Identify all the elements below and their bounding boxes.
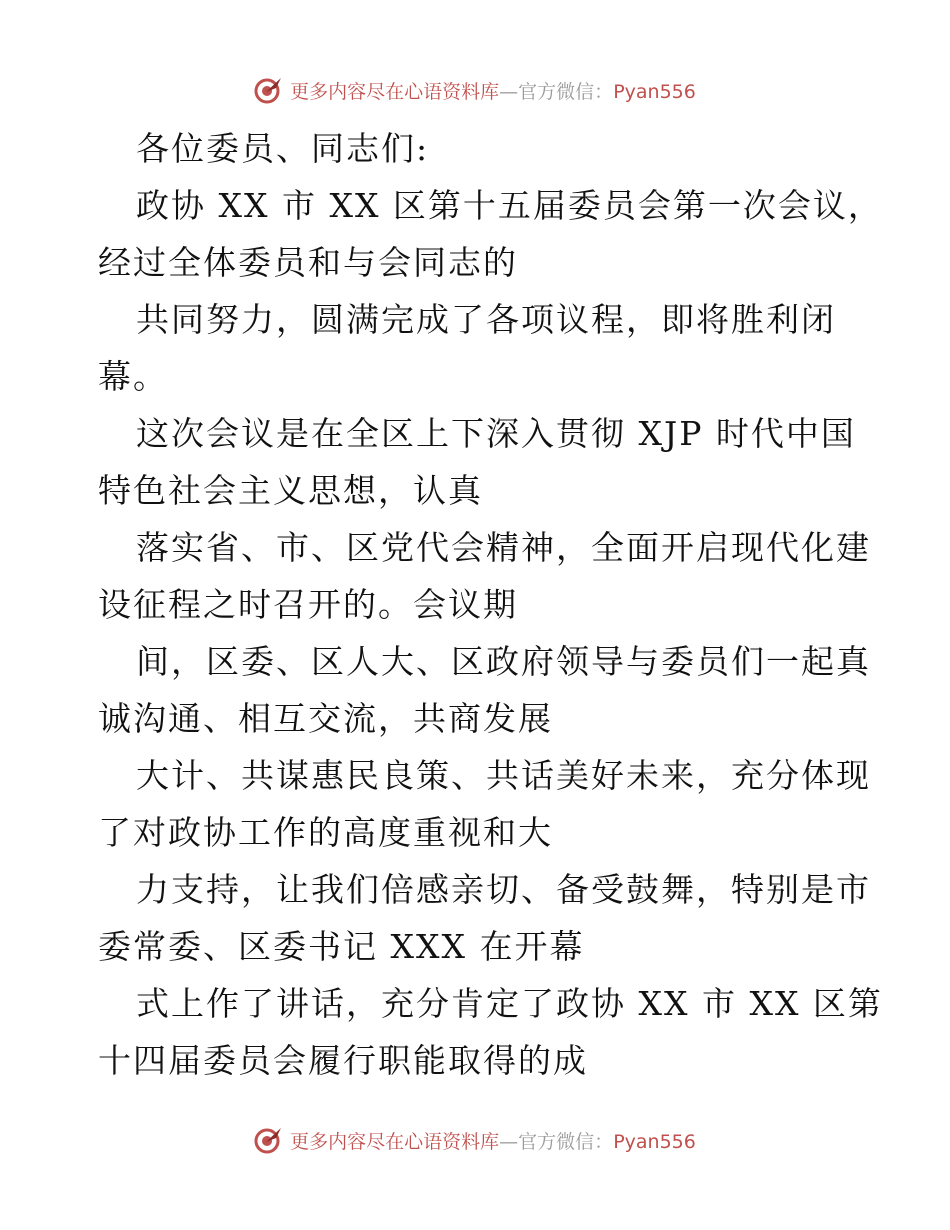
paragraph-line: 这次会议是在全区上下深入贯彻 XJP 时代中国 [136,414,856,453]
paragraph-line: 经过全体委员和与会同志的 [98,243,518,282]
footer-watermark [0,1120,950,1160]
watermark-dash: — [499,80,519,103]
salutation: 各位委员、同志们: [136,129,430,168]
paragraph-line: 委常委、区委书记 XXX 在开幕 [98,927,585,966]
watermark-site-text: 更多内容尽在心语资料库 [290,80,500,103]
paragraph-line: 政协 XX 市 XX 区第十五届委员会第一次会议， [136,186,883,225]
paragraph-line: 设征程之时召开的。会议期 [98,585,518,624]
paragraph-line: 力支持，让我们倍感亲切、备受鼓舞，特别是市 [136,870,871,909]
quill-logo-icon [254,75,284,105]
paragraph-line: 幕。 [98,357,168,396]
watermark-site-text: 更多内容尽在心语资料库 [290,1130,500,1153]
paragraph-line: 共同努力，圆满完成了各项议程，即将胜利闭 [136,300,836,339]
watermark-dash: — [499,1130,519,1153]
paragraph-line: 特色社会主义思想，认真 [98,471,483,510]
paragraph-line: 大计、共谋惠民良策、共话美好未来，充分体现 [136,756,871,795]
paragraph-line: 诚沟通、相互交流，共商发展 [98,699,553,738]
watermark-official-label: 官方微信： [518,1130,614,1153]
document-body [98,120,883,1089]
header-watermark [0,70,950,110]
watermark-wechat-id: Pyan556 [613,1130,696,1153]
watermark-official-label: 官方微信： [518,80,614,103]
paragraph-line: 落实省、市、区党代会精神，全面开启现代化建 [136,528,871,567]
paragraph-line: 了对政协工作的高度重视和大 [98,813,553,852]
paragraph-line: 间，区委、区人大、区政府领导与委员们一起真 [136,642,871,681]
quill-logo-icon [254,1125,284,1155]
paragraph-line: 十四届委员会履行职能取得的成 [98,1041,588,1080]
paragraph-line: 式上作了讲话，充分肯定了政协 XX 市 XX 区第 [136,984,883,1023]
watermark-wechat-id: Pyan556 [613,80,696,103]
